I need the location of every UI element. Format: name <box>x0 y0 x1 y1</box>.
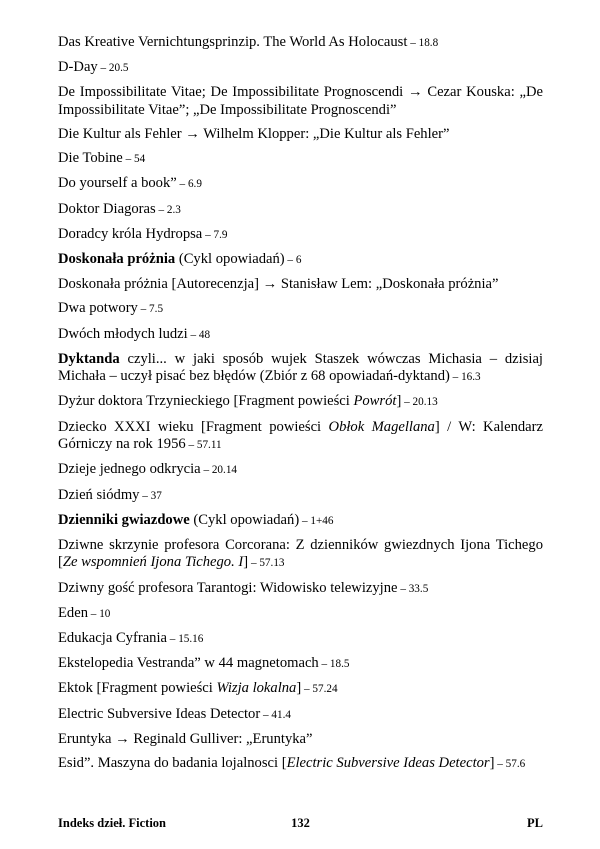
index-entry <box>58 630 543 649</box>
index-entry <box>58 706 543 725</box>
entry-source-title: Ze wspomnień Ijona Tichego. I <box>62 554 244 571</box>
entry-reference: – 18.5 <box>318 658 350 671</box>
index-entry <box>58 59 543 78</box>
entry-reference: – 15.16 <box>167 632 204 645</box>
entry-text: czyli... w jaki sposób wujek Staszek wówczas Michasia – dzisiaj Michała – uczył pisać bez błędów (Zbiór z 68 opowiadań-dyktand) <box>58 350 543 385</box>
index-entry <box>58 175 543 194</box>
footer-language: PL <box>527 816 543 830</box>
index-entry <box>58 34 543 53</box>
entry-text: Doktor Diagoras <box>58 200 156 217</box>
entry-text: (Cykl opowiadań) <box>175 251 285 267</box>
entry-text: ] <box>296 680 302 697</box>
entry-reference: – 37 <box>139 489 162 502</box>
index-entry <box>58 487 543 506</box>
index-entry <box>58 150 543 169</box>
entry-text: Edukacja Cyfrania <box>58 629 167 646</box>
index-entry <box>58 605 543 624</box>
entry-text: Dzieje jednego odkrycia <box>58 461 201 478</box>
index-entry <box>58 755 543 774</box>
entry-text: ] / W: Kalendarz Górniczy na rok 1956 <box>58 418 543 453</box>
entry-text: Dziecko XXXI wieku [Fragment powieści <box>58 418 329 435</box>
entry-text: Eden <box>58 604 88 621</box>
entry-text: Do yourself a book” <box>58 175 177 192</box>
entry-reference: – 20.14 <box>200 464 237 477</box>
index-entry <box>58 351 543 387</box>
entry-cycle-title: Dyktanda <box>58 350 120 367</box>
index-entry <box>58 300 543 319</box>
entry-reference: – 54 <box>122 153 146 166</box>
index-entry <box>58 655 543 674</box>
entry-reference: – 20.5 <box>97 62 129 75</box>
index-entry <box>58 580 543 599</box>
entry-reference: – 2.3 <box>155 203 181 216</box>
index-entry <box>58 393 543 412</box>
index-entry <box>58 226 543 245</box>
entry-reference: – 20.13 <box>401 396 438 409</box>
entry-reference: – 10 <box>88 607 111 620</box>
entry-text: ] <box>489 754 495 771</box>
entry-reference: – 57.6 <box>494 757 526 770</box>
entry-source-title: Wizja lokalna <box>216 680 297 697</box>
entry-text: Die Kultur als Fehler → Wilhelm Klopper: „Die Kultur als Fehler” <box>58 126 450 143</box>
page-number: 132 <box>291 816 310 830</box>
entry-text: Doradcy króla Hydropsa <box>58 225 203 242</box>
entry-text: ] <box>243 554 249 571</box>
entry-source-title: Obłok Magellana <box>328 418 435 435</box>
entry-reference: – 57.13 <box>248 557 285 570</box>
entry-text: Ekstelopedia Vestranda” w 44 magnetomach <box>58 655 319 672</box>
entry-text: Dwa potwory <box>58 300 138 317</box>
entry-text: D-Day <box>58 59 98 76</box>
entry-text: Dyżur doktora Trzynieckiego [Fragment powieści <box>58 393 354 410</box>
entry-text: De Impossibilitate Vitae; De Impossibilitate Prognoscendi → Cezar Kouska: „De Impossibilitate Vitae”; „De Impossibilitate Prognoscendi” <box>58 84 543 118</box>
entry-reference: – 57.11 <box>185 439 222 452</box>
entry-text: Dziwne skrzynie profesora Corcorana: Z dzienników gwiezdnych Ijona Tichego [ <box>58 536 543 571</box>
page-footer <box>58 816 543 832</box>
entry-reference: – 16.3 <box>449 371 481 384</box>
entry-text: ] <box>396 393 402 410</box>
index-entry <box>58 126 543 144</box>
index-entry <box>58 201 543 220</box>
index-entry <box>58 680 543 699</box>
entry-cycle-title: Doskonała próżnia <box>58 251 176 267</box>
index-entry <box>58 731 543 749</box>
entry-text: Doskonała próżnia [Autorecenzja] → Stanisław Lem: „Doskonała próżnia” <box>58 276 499 293</box>
entry-source-title: Electric Subversive Ideas Detector <box>286 754 490 771</box>
entry-reference: – 18.8 <box>407 37 439 49</box>
index-entry <box>58 419 543 455</box>
entry-reference: – 57.24 <box>301 683 338 696</box>
entry-text: (Cykl opowiadań) <box>189 511 300 528</box>
entry-text: Die Tobine <box>58 150 123 167</box>
index-entry <box>58 537 543 573</box>
entry-text: Dwóch młodych ludzi <box>58 325 188 342</box>
index-entry <box>58 251 543 270</box>
entry-cycle-title: Dzienniki gwiazdowe <box>58 511 190 528</box>
entry-reference: – 48 <box>187 328 211 341</box>
entry-text: Esid”. Maszyna do badania lojalnosci [ <box>58 754 287 771</box>
entry-text: Dziwny gość profesora Tarantogi: Widowisko telewizyjne <box>58 579 398 596</box>
entry-text: Das Kreative Vernichtungsprinzip. The World As Holocaust <box>58 34 408 50</box>
entry-text: Electric Subversive Ideas Detector <box>58 705 261 722</box>
entry-source-title: Powrót <box>353 393 397 410</box>
entry-reference: – 7.5 <box>137 303 164 316</box>
index-entry <box>58 84 543 119</box>
entry-reference: – 7.9 <box>202 228 228 241</box>
index-entry-list <box>58 34 543 780</box>
index-entry <box>58 276 543 294</box>
entry-text: Ektok [Fragment powieści <box>58 680 217 697</box>
entry-reference: – 41.4 <box>260 708 291 721</box>
entry-reference: – 6.9 <box>176 178 202 191</box>
index-entry <box>58 326 543 345</box>
entry-text: Eruntyka → Reginald Gulliver: „Eruntyka” <box>58 730 313 747</box>
entry-reference: – 6 <box>284 254 302 266</box>
index-entry <box>58 512 543 531</box>
footer-index-title: Indeks dzieł. Fiction <box>58 816 166 830</box>
entry-text: Dzień siódmy <box>58 486 140 503</box>
entry-reference: – 33.5 <box>397 582 429 595</box>
index-entry <box>58 461 543 480</box>
entry-reference: – 1+46 <box>299 514 334 527</box>
